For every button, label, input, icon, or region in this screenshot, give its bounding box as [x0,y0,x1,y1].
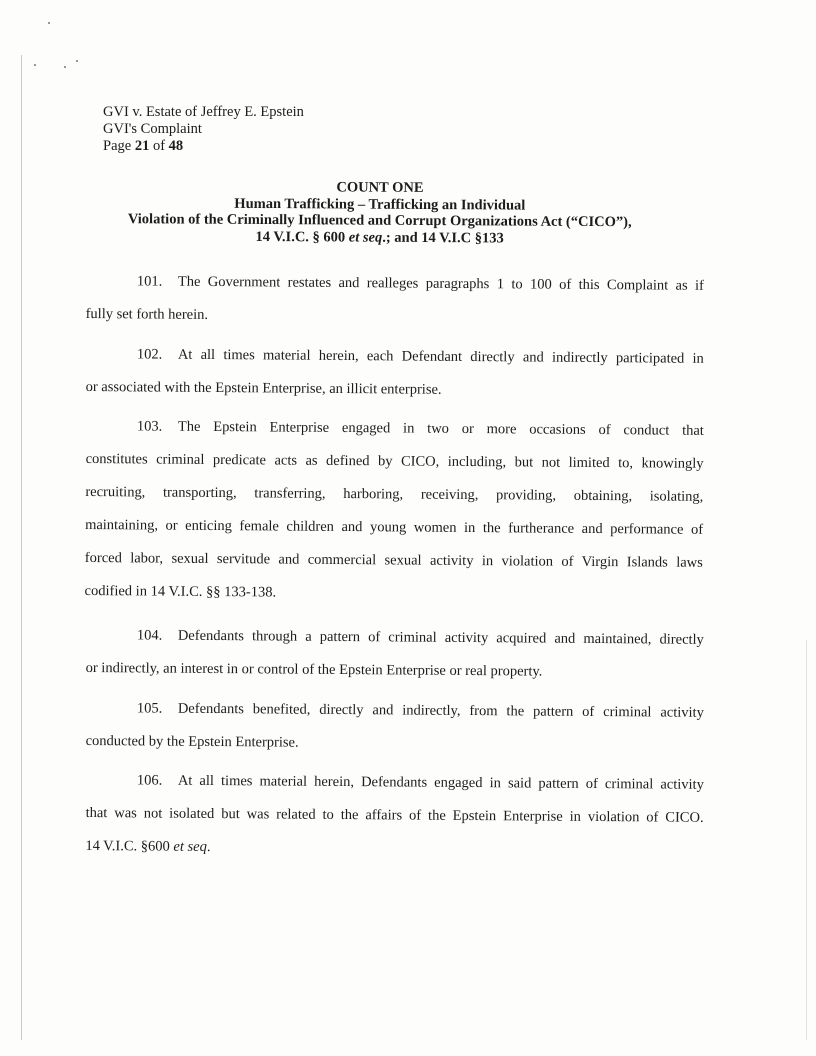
page-header [103,104,304,155]
paragraph-number: 103. [136,418,163,435]
paragraph-number: 104. [136,627,163,644]
paragraph-number: 105. [136,700,163,717]
scan-speck [34,64,36,66]
paragraph-103: 103. The Epstein Enterprise engaged in two or more occasions of conduct that constitutes criminal predicate acts as defined by CICO, including, but not limited to, knowingly recruiting, transporting, transferring, harboring, receiving, providing, obtaining, isolating, maintaining, or enticing female children and young women in the furtherance and performance of forced labor, sexual servitude and commercial sexual activity in violation of Virgin Islands laws codified in 14 V.I.C. §§ 133-138. [84,410,704,613]
paragraph-105: 105. Defendants benefited, directly and indirectly, from the pattern of criminal activity conducted by the Epstein Enterprise. [85,692,703,763]
count-citation: 14 V.I.C. § 600 et seq.; and 14 V.I.C §133 [255,228,504,246]
document-name: GVI's Complaint [103,121,202,137]
paragraph-101: 101. The Government restates and realleges paragraphs 1 to 100 of this Complaint as if fully set forth herein. [85,265,703,336]
statute-citation: 14 V.I.C. §600 et seq. [85,837,211,855]
page-indicator: Page 21 of 48 [103,138,184,154]
paragraph-number: 102. [136,346,163,363]
paragraph-106: 106. At all times material herein, Defendants engaged in said pattern of criminal activity that was not isolated but was related to the affairs of the Epstein Enterprise in violation of CICO. 14 V.I.C. §600 et seq. [85,764,704,868]
count-heading [100,178,660,247]
scan-speck [48,22,50,24]
paragraph-number: 106. [136,772,163,789]
count-violation: Violation of the Criminally Influenced and Corrupt Organizations Act (“CICO”), [127,211,632,231]
page-current: 21 [134,138,150,154]
count-title: Human Trafficking – Trafficking an Individual [234,195,526,214]
scan-speck [64,66,66,68]
paragraph-number: 101. [136,273,163,290]
paragraph-102: 102. At all times material herein, each Defendant directly and indirectly participated in or associated with the Epstein Enterprise, an illicit enterprise. [85,338,703,409]
scan-speck [76,60,78,62]
count-label: COUNT ONE [336,179,424,196]
paragraph-104: 104. Defendants through a pattern of criminal activity acquired and maintained, directly or indirectly, an interest in or control of the Epstein Enterprise or real property. [85,619,703,690]
page-total: 48 [168,138,184,154]
scan-edge-left [21,55,22,1040]
scan-edge-right [806,640,807,1040]
case-caption: GVI v. Estate of Jeffrey E. Epstein [103,104,304,120]
